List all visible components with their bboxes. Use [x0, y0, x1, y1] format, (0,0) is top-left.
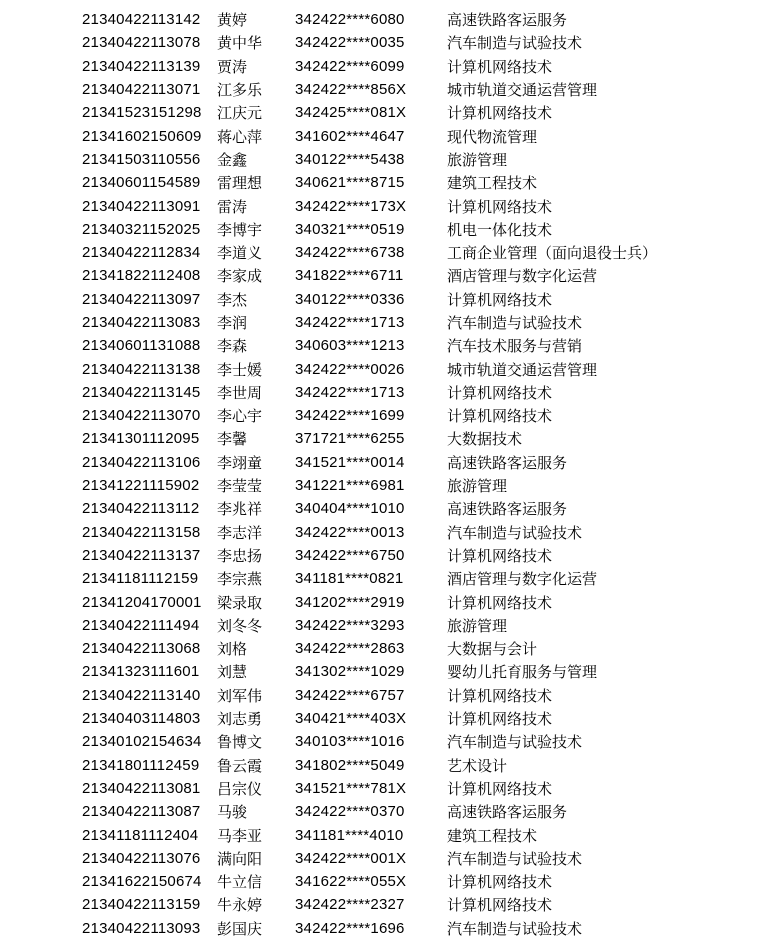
- masked-id-number: 341622****055X: [295, 873, 407, 891]
- table-row: [82, 521, 783, 544]
- table-row: [82, 241, 783, 264]
- student-name: 刘志勇: [217, 712, 263, 729]
- major-name: 旅游管理: [447, 618, 508, 635]
- masked-id-number: 340404****1010: [295, 500, 405, 518]
- table-row: [82, 171, 783, 194]
- masked-id-number: 340321****0519: [295, 220, 405, 238]
- table-row: [82, 917, 783, 940]
- student-name: 鲁博文: [217, 735, 263, 752]
- exam-number: 21341503110556: [82, 150, 201, 168]
- table-row: [82, 8, 783, 31]
- exam-number: 21341323111601: [82, 663, 200, 681]
- exam-number: 21340422113139: [82, 57, 201, 75]
- student-name: 吕宗仪: [217, 781, 263, 798]
- major-name: 城市轨道交通运营管理: [447, 362, 598, 379]
- student-name: 满向阳: [217, 851, 263, 868]
- masked-id-number: 341221****6981: [295, 477, 405, 495]
- masked-id-number: 342422****0013: [295, 523, 405, 541]
- major-name: 旅游管理: [447, 479, 508, 496]
- student-table: [82, 8, 783, 940]
- exam-number: 21341523151298: [82, 104, 202, 122]
- student-name: 梁录取: [217, 595, 263, 612]
- major-name: 计算机网络技术: [447, 199, 553, 216]
- major-name: 工商企业管理（面向退役士兵）: [447, 246, 658, 263]
- exam-number: 21340422113071: [82, 81, 201, 99]
- major-name: 建筑工程技术: [447, 176, 538, 193]
- major-name: 艺术设计: [447, 758, 508, 775]
- masked-id-number: 341521****781X: [295, 779, 407, 797]
- exam-number: 21340403114803: [82, 710, 201, 728]
- major-name: 计算机网络技术: [447, 712, 553, 729]
- masked-id-number: 340103****1016: [295, 733, 405, 751]
- table-row: [82, 847, 783, 870]
- table-row: [82, 567, 783, 590]
- student-name: 李宗燕: [217, 572, 263, 589]
- major-name: 汽车制造与试验技术: [447, 36, 583, 53]
- table-row: [82, 31, 783, 54]
- table-row: [82, 194, 783, 217]
- table-row: [82, 754, 783, 777]
- masked-id-number: 342422****2863: [295, 640, 405, 658]
- major-name: 机电一体化技术: [447, 222, 553, 239]
- table-row: [82, 893, 783, 916]
- masked-id-number: 342422****1713: [295, 383, 405, 401]
- major-name: 旅游管理: [447, 152, 508, 169]
- student-name: 李忠扬: [217, 548, 263, 565]
- table-row: [82, 78, 783, 101]
- student-name: 黄婷: [217, 13, 248, 30]
- major-name: 计算机网络技术: [447, 898, 553, 915]
- student-name: 李杰: [217, 292, 248, 309]
- major-name: 计算机网络技术: [447, 548, 553, 565]
- exam-number: 21340422113091: [82, 197, 201, 215]
- student-name: 李志洋: [217, 525, 263, 542]
- masked-id-number: 342422****2327: [295, 896, 405, 914]
- student-name: 牛永婷: [217, 898, 263, 915]
- exam-number: 21341204170001: [82, 593, 202, 611]
- table-row: [82, 637, 783, 660]
- masked-id-number: 342422****3293: [295, 616, 405, 634]
- major-name: 高速铁路客运服务: [447, 502, 568, 519]
- major-name: 城市轨道交通运营管理: [447, 83, 598, 100]
- masked-id-number: 342422****1713: [295, 314, 405, 331]
- table-row: [82, 730, 783, 753]
- masked-id-number: 342422****6080: [295, 11, 405, 29]
- major-name: 汽车制造与试验技术: [447, 316, 583, 332]
- student-name: 李道义: [217, 246, 263, 263]
- exam-number: 21340422113078: [82, 34, 201, 52]
- exam-number: 21340422113083: [82, 314, 201, 331]
- masked-id-number: 341202****2919: [295, 593, 405, 611]
- student-name: 江多乐: [217, 83, 263, 100]
- table-row: [82, 590, 783, 613]
- major-name: 婴幼儿托育服务与管理: [447, 665, 598, 682]
- table-row: [82, 311, 783, 334]
- major-name: 计算机网络技术: [447, 292, 553, 309]
- exam-number: 21340422113093: [82, 919, 201, 937]
- major-name: 高速铁路客运服务: [447, 13, 568, 30]
- masked-id-number: 342422****001X: [295, 849, 407, 867]
- exam-number: 21340422113076: [82, 849, 201, 867]
- table-row: [82, 427, 783, 450]
- table-row: [82, 707, 783, 730]
- exam-number: 21340422113140: [82, 686, 201, 704]
- table-row: [82, 823, 783, 846]
- student-name: 刘格: [217, 642, 248, 659]
- student-name: 江庆元: [217, 106, 263, 123]
- major-name: 计算机网络技术: [447, 781, 553, 798]
- table-row: [82, 497, 783, 520]
- exam-number: 21341602150609: [82, 127, 202, 145]
- masked-id-number: 371721****6255: [295, 430, 405, 448]
- student-name: 李莹莹: [217, 479, 263, 496]
- major-name: 计算机网络技术: [447, 59, 553, 76]
- student-name: 彭国庆: [217, 921, 263, 938]
- table-row: [82, 660, 783, 683]
- major-name: 计算机网络技术: [447, 595, 553, 612]
- table-row: [82, 614, 783, 637]
- masked-id-number: 340621****8715: [295, 174, 405, 192]
- exam-number: 21340422113106: [82, 453, 201, 471]
- major-name: 现代物流管理: [447, 129, 538, 146]
- student-name: 马骏: [217, 805, 248, 822]
- major-name: 计算机网络技术: [447, 875, 553, 892]
- student-name: 李兆祥: [217, 502, 263, 519]
- masked-id-number: 342422****6757: [295, 686, 405, 704]
- major-name: 计算机网络技术: [447, 688, 553, 705]
- exam-number: 21340422113138: [82, 360, 201, 378]
- table-row: [82, 800, 783, 823]
- exam-number: 21340422113159: [82, 896, 201, 914]
- student-name: 金鑫: [217, 152, 248, 169]
- major-name: 高速铁路客运服务: [447, 805, 568, 822]
- student-name: 贾涛: [217, 59, 248, 76]
- student-name: 李士媛: [217, 362, 263, 379]
- student-name: 刘冬冬: [217, 618, 263, 635]
- student-name: 雷涛: [217, 199, 248, 216]
- masked-id-number: 342425****081X: [295, 104, 407, 122]
- exam-number: 21340422113097: [82, 290, 201, 308]
- masked-id-number: 340603****1213: [295, 337, 405, 355]
- masked-id-number: 342422****0026: [295, 360, 405, 378]
- masked-id-number: 342422****856X: [295, 81, 407, 99]
- masked-id-number: 341302****1029: [295, 663, 405, 681]
- masked-id-number: 341822****6711: [295, 267, 404, 285]
- table-row: [82, 148, 783, 171]
- exam-number: 21341181112159: [82, 570, 199, 588]
- table-row: [82, 777, 783, 800]
- exam-number: 21340422113087: [82, 803, 201, 821]
- table-row: [82, 870, 783, 893]
- table-row: [82, 55, 783, 78]
- exam-number: 21340422113070: [82, 407, 201, 425]
- masked-id-number: 341802****5049: [295, 756, 405, 774]
- student-name: 李博宇: [217, 222, 263, 239]
- masked-id-number: 342422****6738: [295, 244, 405, 262]
- table-row: [82, 684, 783, 707]
- masked-id-number: 342422****173X: [295, 197, 407, 215]
- table-row: [82, 381, 783, 404]
- table-row: [82, 218, 783, 241]
- exam-number: 21340422113112: [82, 500, 200, 518]
- exam-number: 21340422113158: [82, 523, 201, 541]
- exam-number: 21341301112095: [82, 430, 200, 448]
- major-name: 计算机网络技术: [447, 106, 553, 123]
- major-name: 汽车制造与试验技术: [447, 921, 583, 938]
- major-name: 汽车制造与试验技术: [447, 525, 583, 542]
- student-name: 李世周: [217, 385, 263, 402]
- table-row: [82, 404, 783, 427]
- exam-number: 21341221115902: [82, 477, 200, 495]
- masked-id-number: 342422****1699: [295, 407, 405, 425]
- exam-number: 21340601154589: [82, 174, 201, 192]
- student-name: 李馨: [217, 432, 248, 449]
- table-row: [82, 101, 783, 124]
- masked-id-number: 341181****0821: [295, 570, 404, 588]
- table-row: [82, 124, 783, 147]
- exam-number: 21341822112408: [82, 267, 201, 285]
- masked-id-number: 341521****0014: [295, 453, 405, 471]
- exam-number: 21341622150674: [82, 873, 202, 891]
- student-name: 李家成: [217, 269, 263, 286]
- table-row: [82, 264, 783, 287]
- exam-number: 21340422113081: [82, 779, 201, 797]
- major-name: 酒店管理与数字化运营: [447, 572, 598, 589]
- student-name: 刘军伟: [217, 688, 263, 705]
- student-name: 李森: [217, 339, 248, 356]
- student-name: 马李亚: [217, 828, 263, 845]
- student-name: 黄中华: [217, 36, 263, 53]
- masked-id-number: 340122****0336: [295, 290, 405, 308]
- table-row: [82, 334, 783, 357]
- exam-number: 21340422112834: [82, 244, 201, 262]
- masked-id-number: 342422****6099: [295, 57, 405, 75]
- masked-id-number: 342422****0035: [295, 34, 405, 52]
- student-name: 李心宇: [217, 409, 263, 426]
- major-name: 大数据与会计: [447, 642, 538, 659]
- masked-id-number: 341181****4010: [295, 826, 404, 844]
- exam-number: 21341181112404: [82, 826, 199, 844]
- table-row: [82, 474, 783, 497]
- major-name: 高速铁路客运服务: [447, 455, 568, 472]
- masked-id-number: 341602****4647: [295, 127, 405, 145]
- student-name: 鲁云霞: [217, 758, 263, 775]
- major-name: 汽车制造与试验技术: [447, 851, 583, 868]
- exam-number: 21341801112459: [82, 756, 200, 774]
- masked-id-number: 340421****403X: [295, 710, 407, 728]
- exam-number: 21340422113137: [82, 546, 201, 564]
- table-row: [82, 288, 783, 311]
- table-row: [82, 357, 783, 380]
- major-name: 计算机网络技术: [447, 409, 553, 426]
- exam-number: 21340422111494: [82, 616, 200, 634]
- major-name: 酒店管理与数字化运营: [447, 269, 598, 286]
- exam-number: 21340321152025: [82, 220, 201, 238]
- masked-id-number: 342422****6750: [295, 546, 405, 564]
- table-row: [82, 544, 783, 567]
- exam-number: 21340601131088: [82, 337, 201, 355]
- masked-id-number: 340122****5438: [295, 150, 405, 168]
- masked-id-number: 342422****1696: [295, 919, 405, 937]
- major-name: 计算机网络技术: [447, 385, 553, 402]
- major-name: 建筑工程技术: [447, 828, 538, 845]
- exam-number: 21340422113068: [82, 640, 201, 658]
- exam-number: 21340102154634: [82, 733, 202, 751]
- student-name: 刘慧: [217, 665, 248, 682]
- table-row: [82, 451, 783, 474]
- exam-number: 21340422113142: [82, 11, 201, 29]
- masked-id-number: 342422****0370: [295, 803, 405, 821]
- major-name: 大数据技术: [447, 432, 523, 449]
- student-name: 李翊童: [217, 455, 263, 472]
- student-name: 李润: [217, 316, 248, 332]
- major-name: 汽车制造与试验技术: [447, 735, 583, 752]
- student-name: 蒋心萍: [217, 129, 263, 146]
- student-name: 雷理想: [217, 176, 263, 193]
- major-name: 汽车技术服务与营销: [447, 339, 583, 356]
- exam-number: 21340422113145: [82, 383, 201, 401]
- student-name: 牛立信: [217, 875, 263, 892]
